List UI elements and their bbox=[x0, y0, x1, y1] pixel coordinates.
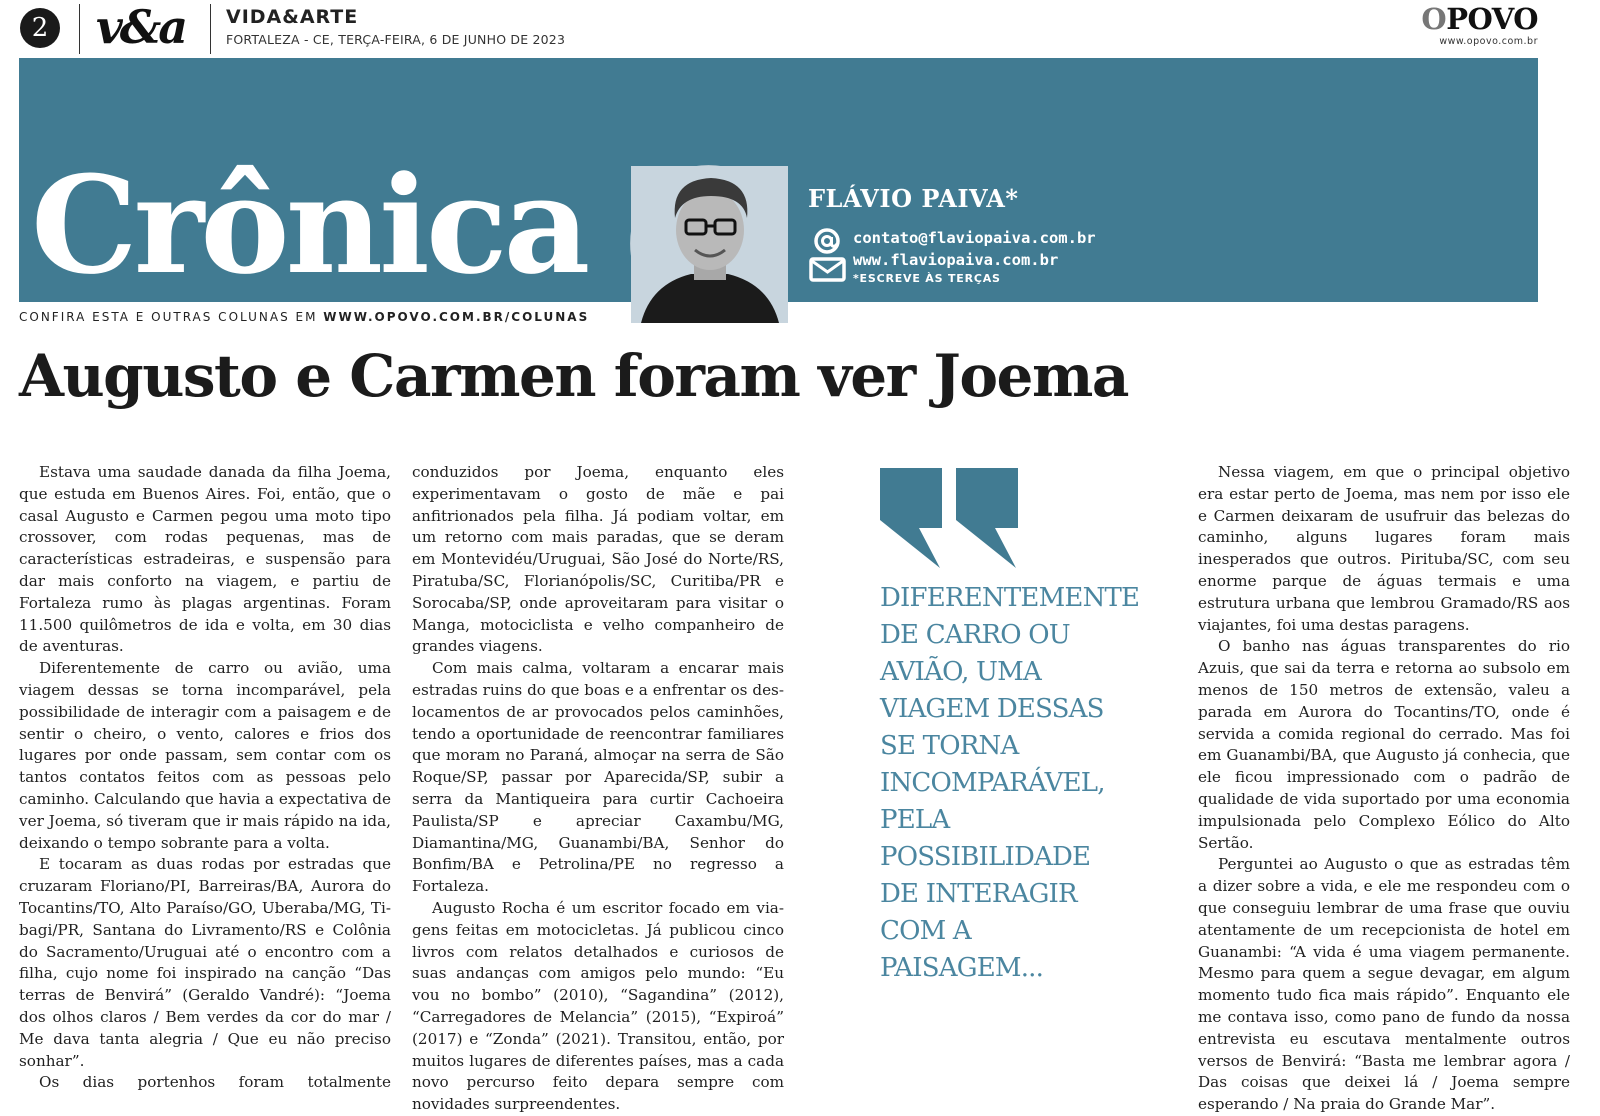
paragraph: Augusto Rocha é um escritor focado em viagens feitas em motocicletas. Já publicou cinco livros com relatos detalhados e curiosos de suas andanças com amigos pelo mundo: “Eu vou no bombo” (2010), “Sagandina” (2012), “Carregadores de Melancia” (2015), “Expiroá” (2017) e “Zonda” (2021). Transitou, então, por muitos lugares de diferentes países, mas a cada novo percurso feito depara sempre com novidades surpreendentes. bbox=[412, 898, 784, 1114]
article-headline: Augusto e Carmen foram ver Joema bbox=[19, 342, 1128, 410]
more-columns-url[interactable]: WWW.OPOVO.COM.BR/COLUNAS bbox=[323, 310, 590, 324]
envelope-icon bbox=[811, 259, 844, 280]
column-kicker: Crônica bbox=[31, 146, 587, 304]
more-columns-prefix: CONFIRA ESTA E OUTRAS COLUNAS EM bbox=[19, 310, 318, 324]
brand-logo: OPOVO bbox=[1421, 2, 1538, 36]
page-number: 2 bbox=[20, 8, 60, 48]
more-columns-line bbox=[19, 310, 589, 324]
section-logo: v&a bbox=[96, 0, 186, 54]
paragraph: Diferentemente de carro ou avião, uma viagem dessas se torna incomparável, pela possibilidade de interagir com a paisagem e de sentir o cheiro, o vento, calores e frios dos lugares por onde passam, sem contar com os tantos contatos feitos com as pessoas pelo caminho. Calculando que havia a expectativa de ver Joema, só tiveram que ir mais rápido na ida, deixando o tempo sobrante para a volta. bbox=[19, 659, 391, 852]
paragraph: Os dias portenhos foram totalmente bbox=[39, 1073, 391, 1092]
brand-name-rest: POVO bbox=[1446, 2, 1538, 36]
article-column-1 bbox=[19, 462, 391, 1094]
paragraph: O banho nas águas transparentes do rio Azuis, que sai da terra e retorna ao subsolo em menos de 150 metros de extensão, valeu a parada em Aurora do Tocantins/TO, onde é servida a comida regional do cerrado. Mas foi em Guanambi/BA, que Augusto já conhecia, que ele ficou impressionado com o padrão de qualidade de vida suportado por uma economia impulsionada pelo Complexo Eólico do Alto Sertão. bbox=[1198, 637, 1570, 852]
brand-url: www.opovo.com.br bbox=[1439, 36, 1538, 47]
article-column-4 bbox=[1198, 462, 1570, 1116]
author-email[interactable]: contato@flaviopaiva.com.br bbox=[853, 229, 1096, 247]
quotation-marks-icon bbox=[880, 468, 1020, 570]
at-sign-icon bbox=[816, 230, 838, 252]
author-portrait-illustration bbox=[631, 166, 788, 323]
divider bbox=[79, 4, 80, 54]
paragraph: conduzidos por Joema, enquanto eles experimentavam o gosto de mãe e pai anfitrionados pela filha. Já podiam voltar, em um retorno com mais paradas, que se deram em Montevidéu/Uruguai, São José do Norte/RS, Piratuba/SC, Florianópolis/SC, Curitiba/PR e Sorocaba/SP, onde aproveitaram para visitar o Manga, motociclista e velho companheiro de grandes viagens. bbox=[412, 463, 784, 656]
paragraph: Perguntei ao Augusto o que as estradas têm a dizer sobre a vida, e ele me respondeu com o que conseguiu lembrar de uma frase que ouviu atentamente de um recepcionista de hotel em Guanambi: “A vida é uma viagem permanente. Mesmo para quem a segue devagar, em algum momento tudo fica mais rápido”. Enquanto ele me contava isso, como pano de fundo da nossa entrevista eu escutava mentalmente outros versos de Benvirá: “Basta me lembrar agora / Das coisas que deixei lá / Joema sempre esperando / Na praia do Grande Mar”. bbox=[1198, 855, 1570, 1114]
paragraph: Nessa viagem, em que o principal objetivo era estar perto de Joema, mas nem por isso ele e Carmen deixaram de usufruir das belezas do caminho, alguns lugares foram mais inesperados que outros. Pirituba/SC, com seu enorme parque de águas termais e uma estrutura urbana que lembrou Gramado/RS aos viajantes, foi uma destas paragens. bbox=[1198, 463, 1570, 634]
paragraph: Estava uma saudade danada da filha Joema, que estuda em Buenos Aires. Foi, então, que o casal Augusto e Carmen pegou uma moto tipo crossover, com rodas pequenas, mas de características estradeiras, e suspensão para dar mais conforto na viagem, e partiu de Fortaleza rumo às plagas argentinas. Foram 11.500 quilômetros de ida e volta, em 30 dias de aventuras. bbox=[19, 463, 391, 656]
dateline: FORTALEZA - CE, TERÇA-FEIRA, 6 DE JUNHO DE 2023 bbox=[226, 32, 566, 47]
paragraph: E tocaram as duas rodas por estradas que cruzaram Floriano/PI, Barreiras/BA, Aurora do Tocantins/TO, Alto Paraíso/GO, Uberaba/MG, Tibagi/PR, Santana do Livramento/RS e Colônia do Sacramento/Uruguai até o encontro com a filha, cujo nome foi inspirado na canção “Das terras de Benvirá” (Geraldo Vandré): “Joema dos olhos claros / Bem verdes da cor do mar / Me dava tanta alegria / Que eu não preciso sonhar”. bbox=[19, 855, 391, 1070]
section-name: VIDA&ARTE bbox=[226, 6, 359, 28]
author-name: FLÁVIO PAIVA* bbox=[808, 184, 1019, 213]
divider bbox=[210, 4, 211, 54]
paragraph: Com mais calma, voltaram a encarar mais estradas ruins do que boas e a enfrentar os deslocamentos de ar provocados pelos caminhões, tendo a oportunidade de reencontrar familiares que moram no Paraná, almoçar na serra de São Roque/SP, passar por Aparecida/SP, subir a serra da Mantiqueira para curtir Cachoeira Paulista/SP e apreciar Caxambu/MG, Diamantina/MG, Guanambi/BA, Senhor do Bonfim/BA e Petrolina/PE no regresso a Fortaleza. bbox=[412, 659, 784, 896]
contact-icons bbox=[808, 228, 848, 288]
author-website[interactable]: www.flaviopaiva.com.br bbox=[853, 251, 1059, 269]
pull-quote: DIFERENTEMENTE DE CARRO OU AVIÃO, UMA VIAGEM DESSAS SE TORNA INCOMPARÁVEL, PELA POSSIBILIDADE DE INTERAGIR COM A PAISAGEM... bbox=[880, 583, 1140, 983]
author-photo bbox=[630, 165, 787, 322]
column-schedule-note: *ESCREVE ÀS TERÇAS bbox=[853, 272, 1001, 285]
article-column-2 bbox=[412, 462, 784, 1116]
